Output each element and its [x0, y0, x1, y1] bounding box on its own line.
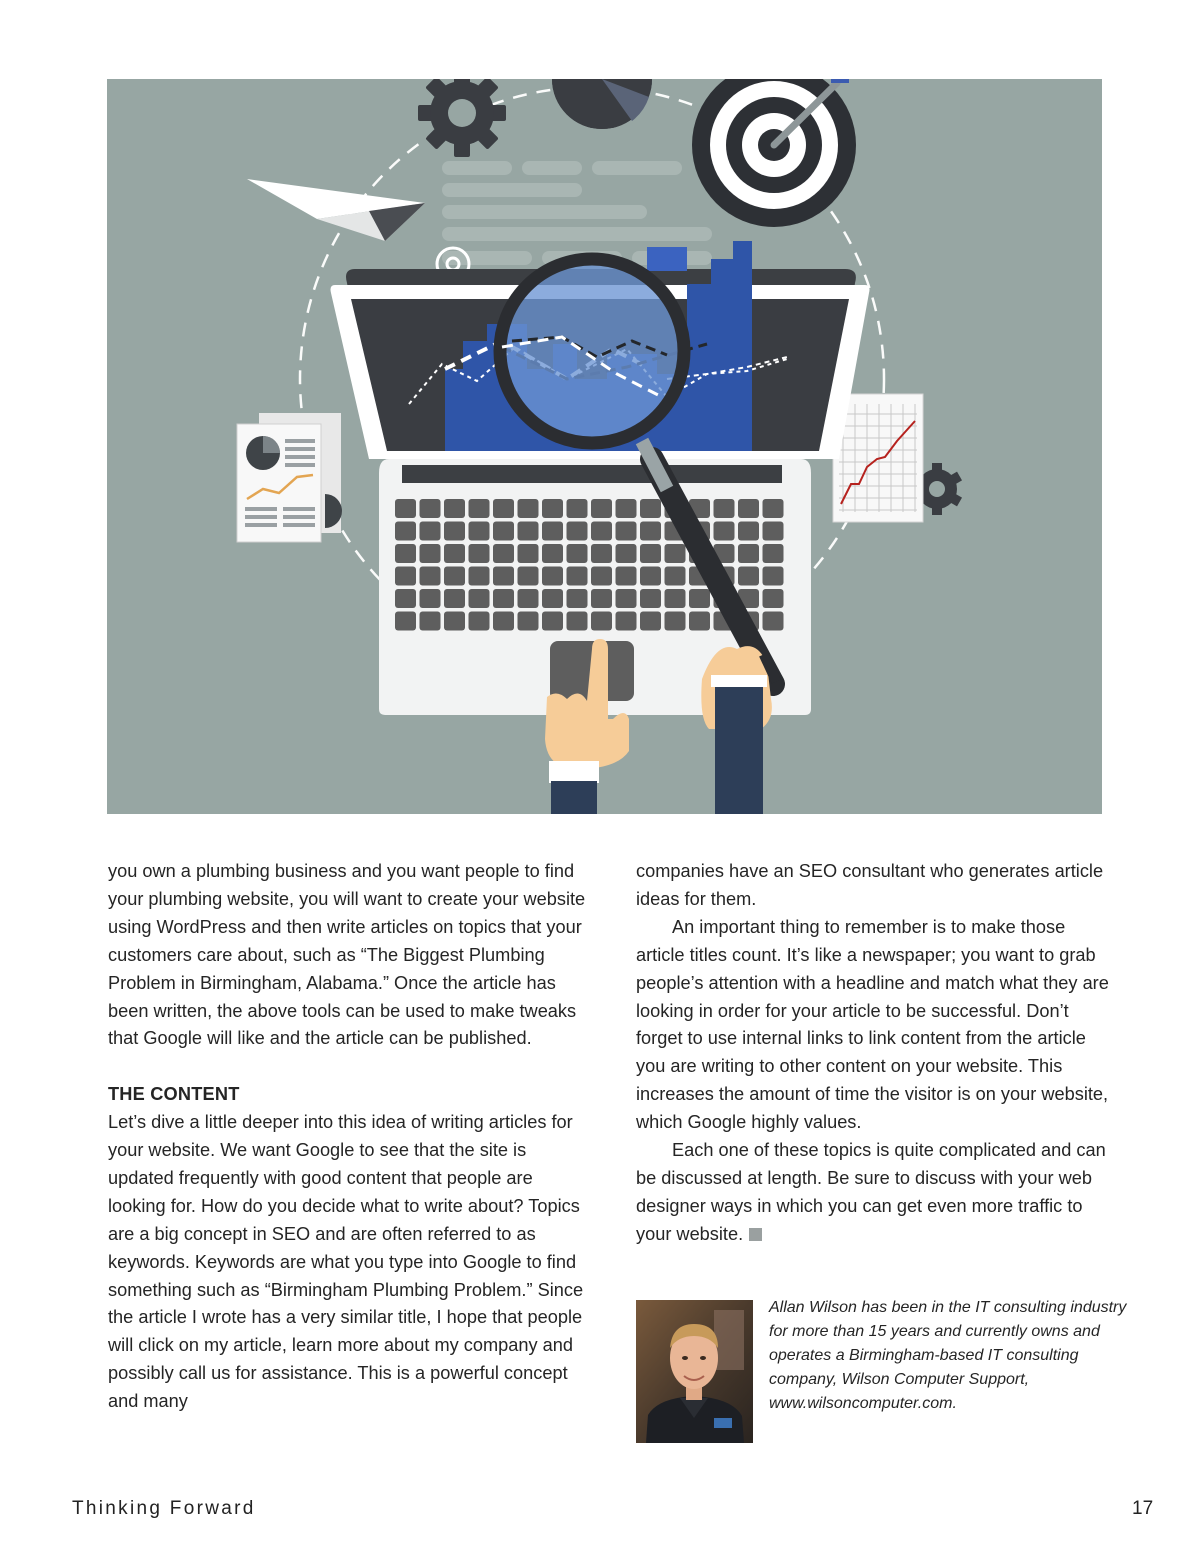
author-photo: [636, 1300, 753, 1443]
report-document-icon: [237, 413, 342, 542]
right-paragraph-2: An important thing to remember is to make those article titles count. It’s like a newspaper; you want to grab people’s attention with a headline and match what they are looking in order for your article to be successful. Don’t forget to use internal links to link content from the article you are writing to other content on your website. This increases the amount of time the visitor is on your website, which Google highly values.: [636, 916, 1109, 1133]
author-bio: [636, 1300, 1136, 1445]
right-paragraph-3: [636, 1137, 1116, 1249]
hero-illustration: [107, 79, 1102, 814]
right-paragraph-1: companies have an SEO consultant who generates article ideas for them.: [636, 861, 1104, 909]
end-mark-icon: [749, 1228, 762, 1241]
right-column: [636, 858, 1116, 1249]
left-column: [108, 858, 588, 1416]
publication-name: Thinking Forward: [72, 1498, 256, 1519]
left-paragraph-2: Let’s dive a little deeper into this idea of writing articles for your website. We want Google to see that the site is updated frequently with good content that people are looking for. How do you decide what to write about? Topics are a big concept in SEO and are often referred to as keywords. Keywords are what you type into Google to find something such as “Birmingham Plumbing Problem.” Since the article I wrote has a very similar title, I hope that people will click on my article, learn more about my company and possibly call us for assistance. This is a powerful concept and many: [108, 1112, 584, 1412]
right-paragraph-3-text: Each one of these topics is quite complicated and can be discussed at length. Be sure to discuss with your web designer ways in which you can get even more traffic to your website.: [636, 1140, 1106, 1244]
page-number: 17: [1132, 1498, 1154, 1519]
author-bio-text: Allan Wilson has been in the IT consulting industry for more than 15 years and currently owns and operates a Birmingham-based IT consulting company, Wilson Computer Support, www.wilsoncomputer.com.: [769, 1299, 1127, 1412]
section-heading: THE CONTENT: [108, 1084, 240, 1105]
seo-laptop-illustration: [107, 79, 1102, 814]
left-paragraph-1: you own a plumbing business and you want people to find your plumbing website, you will want to create your website using WordPress and then write articles on topics that your customers care about, such as “The Biggest Plumbing Problem in Birmingham, Alabama.” Once the article has been written, the above tools can be used to make tweaks that Google will like and the article can be published.: [108, 861, 586, 1049]
